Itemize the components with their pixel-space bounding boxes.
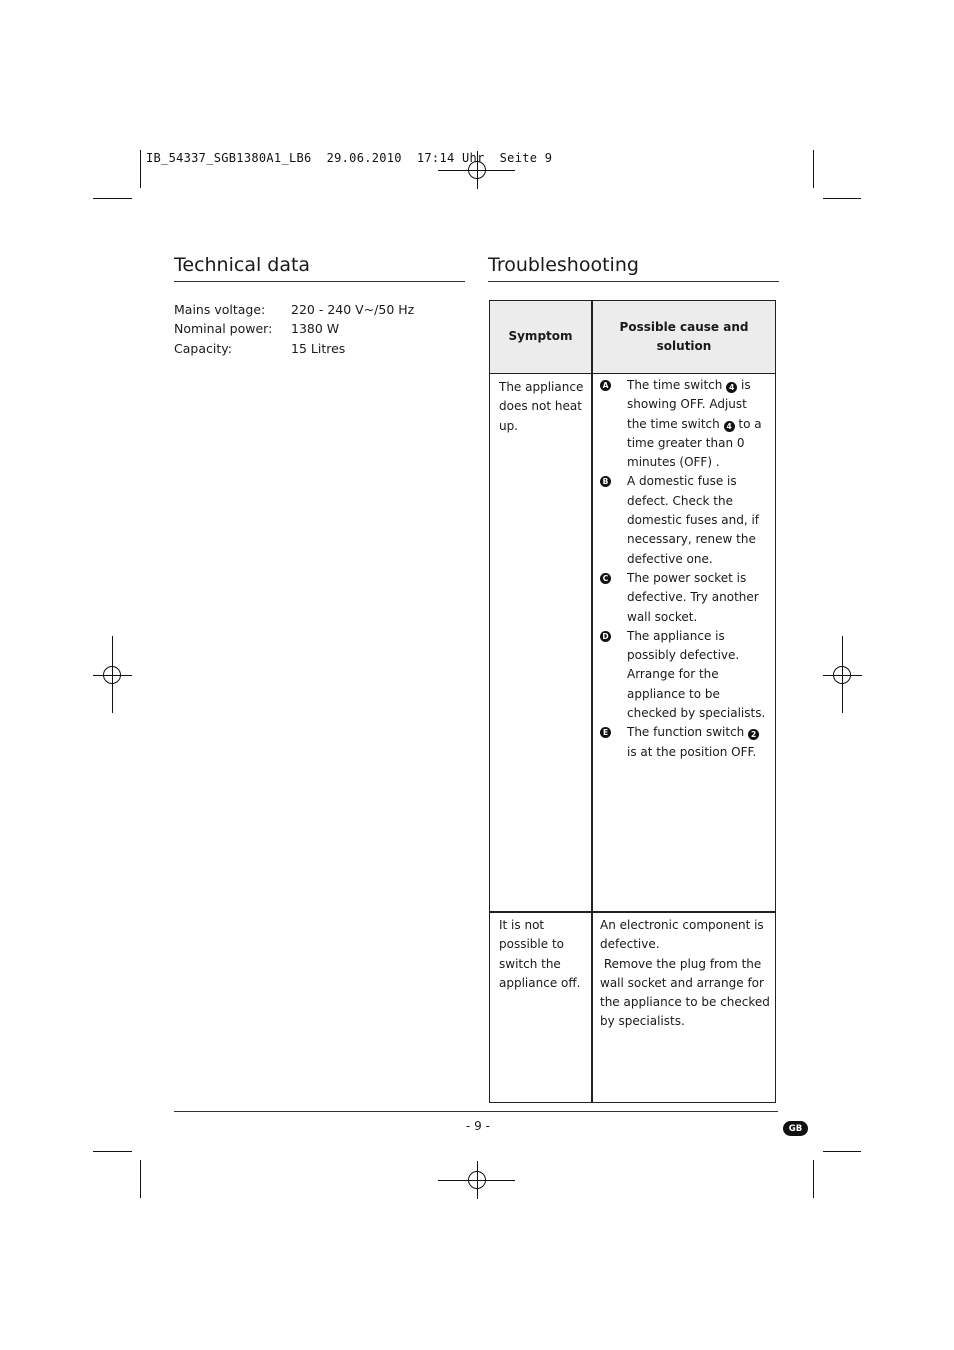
- cause-item-e: [600, 723, 768, 762]
- causes-cannot-switch-off: [600, 916, 774, 1032]
- cause-item-b: [600, 472, 768, 568]
- cause-text-part: The function switch: [627, 725, 749, 740]
- cause-line: Remove the plug from the wall socket and arrange for the appliance to be checked by specialists.: [600, 956, 774, 1029]
- table-header: [490, 301, 775, 374]
- column-divider: [591, 301, 593, 1102]
- spec-row-nominal-power: [174, 319, 414, 338]
- marker-c-icon: C: [600, 573, 611, 584]
- function-switch-ref-icon: 2: [748, 729, 759, 740]
- troubleshooting-title: Troubleshooting: [488, 254, 639, 276]
- cause-text-part: is at the position OFF.: [627, 744, 757, 759]
- cause-text: The appliance is possibly defective. Arrange for the appliance to be checked by specialists.: [627, 628, 766, 721]
- cause-item-d: [600, 627, 768, 723]
- troubleshooting-table: [489, 300, 776, 1103]
- technical-data-title: Technical data: [174, 254, 311, 276]
- symptom-no-heat: The appliance does not heat up.: [499, 380, 584, 433]
- marker-d-icon: D: [600, 631, 611, 642]
- spec-value: 1380 W: [291, 321, 340, 337]
- cause-text-part: The time switch: [627, 378, 727, 392]
- spec-row-capacity: [174, 339, 414, 358]
- causes-no-heat: [600, 376, 768, 762]
- cause-text: The power socket is defective. Try another wall socket.: [627, 570, 759, 624]
- print-slug: IB_54337_SGB1380A1_LB6 29.06.2010 17:14 Uhr Seite 9: [146, 151, 553, 165]
- spec-value: 15 Litres: [291, 340, 346, 356]
- symptom-cannot-switch-off: It is not possible to switch the appliance off.: [499, 918, 581, 990]
- cause-item-c: [600, 569, 768, 627]
- time-switch-ref-icon: 4: [724, 421, 735, 432]
- technical-data-rule: [174, 281, 465, 282]
- spec-label: Nominal power:: [174, 321, 273, 337]
- spec-label: Mains voltage:: [174, 302, 266, 318]
- cause-text: [627, 376, 768, 472]
- spec-value: 220 - 240 V~/50 Hz: [291, 302, 415, 318]
- spec-table: [174, 300, 414, 358]
- cause-text: [627, 723, 768, 762]
- cause-text-part: to a time greater than 0 minutes (OFF) .: [627, 416, 762, 470]
- spec-row-mains-voltage: [174, 300, 414, 319]
- marker-e-icon: E: [600, 727, 611, 738]
- time-switch-ref-icon: 4: [726, 382, 737, 393]
- page-number: - 9 -: [466, 1119, 490, 1133]
- row-divider: [490, 911, 775, 913]
- header-symptom: Symptom: [508, 328, 573, 343]
- marker-b-icon: B: [600, 476, 611, 487]
- cause-text-part: is showing OFF. Adjust the time switch: [627, 378, 751, 431]
- cause-text: A domestic fuse is defect. Check the domestic fuses and, if necessary, renew the defective one.: [627, 474, 760, 566]
- spec-label: Capacity:: [174, 340, 232, 356]
- footer-rule: [174, 1111, 778, 1112]
- marker-a-icon: A: [600, 380, 611, 391]
- cause-line: An electronic component is defective.: [600, 918, 764, 952]
- cause-item-a: [600, 376, 768, 472]
- troubleshooting-rule: [488, 281, 779, 282]
- country-badge: GB: [783, 1121, 808, 1136]
- header-cause: Possible cause and solution: [619, 319, 749, 353]
